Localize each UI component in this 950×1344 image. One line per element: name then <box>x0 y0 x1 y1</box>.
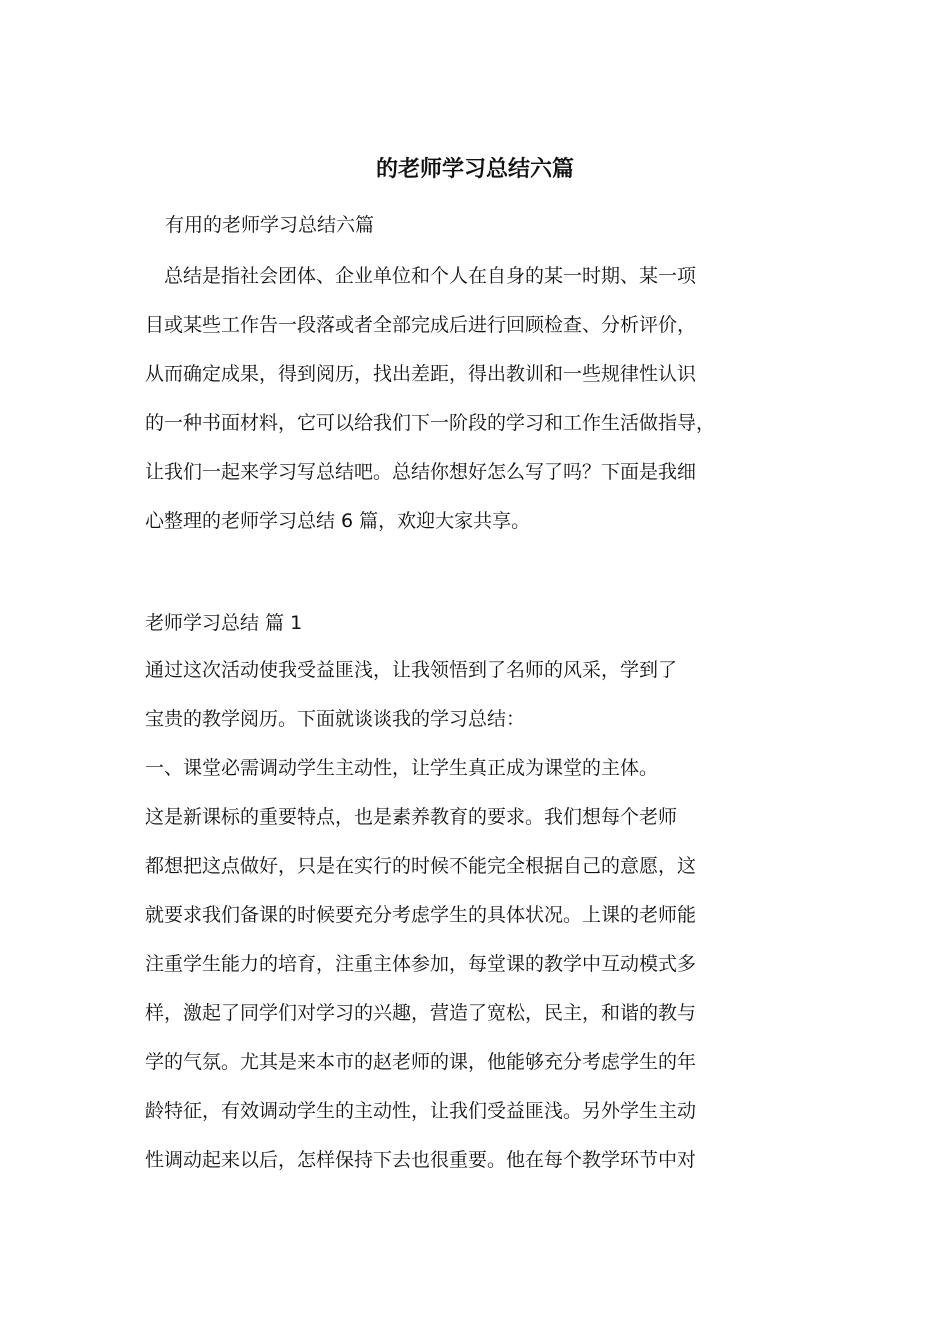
section-body <box>145 646 815 1185</box>
intro-line: 总结是指社会团体、企业单位和个人在自身的某一时期、某一项 <box>145 265 697 287</box>
intro-line: 从而确定成果，得到阅历，找出差距，得出教训和一些规律性认识 <box>145 363 697 385</box>
document-subtitle: 有用的老师学习总结六篇 <box>165 214 375 236</box>
section-heading: 老师学习总结 篇 1 <box>145 612 303 634</box>
section-line: 就要求我们备课的时候要充分考虑学生的具体状况。上课的老师能 <box>145 904 697 926</box>
intro-line: 让我们一起来学习写总结吧。总结你想好怎么写了吗？下面是我细 <box>145 461 697 483</box>
intro-paragraph <box>145 252 815 546</box>
section-line: 性调动起来以后，怎样保持下去也很重要。他在每个教学环节中对 <box>145 1149 697 1171</box>
intro-line: 目或某些工作告一段落或者全部完成后进行回顾检查、分析评价， <box>145 314 697 336</box>
section-line: 龄特征，有效调动学生的主动性，让我们受益匪浅。另外学生主动 <box>145 1100 697 1122</box>
section-line: 一、课堂必需调动学生主动性，让学生真正成为课堂的主体。 <box>145 757 659 779</box>
section-line: 注重学生能力的培育，注重主体参加，每堂课的教学中互动模式多 <box>145 953 697 975</box>
intro-line: 心整理的老师学习总结 6 篇，欢迎大家共享。 <box>145 510 531 532</box>
section-line: 样，激起了同学们对学习的兴趣，营造了宽松，民主，和谐的教与 <box>145 1002 697 1024</box>
intro-line: 的一种书面材料，它可以给我们下一阶段的学习和工作生活做指导， <box>145 412 716 434</box>
section-line: 都想把这点做好，只是在实行的时候不能完全根据自己的意愿，这 <box>145 855 697 877</box>
section-line: 学的气氛。尤其是来本市的赵老师的课，他能够充分考虑学生的年 <box>145 1051 697 1073</box>
document-title: 的老师学习总结六篇 <box>375 157 574 182</box>
section-line: 宝贵的教学阅历。下面就谈谈我的学习总结： <box>145 708 526 730</box>
section-line: 通过这次活动使我受益匪浅，让我领悟到了名师的风采，学到了 <box>145 659 678 681</box>
section-line: 这是新课标的重要特点，也是素养教育的要求。我们想每个老师 <box>145 806 678 828</box>
